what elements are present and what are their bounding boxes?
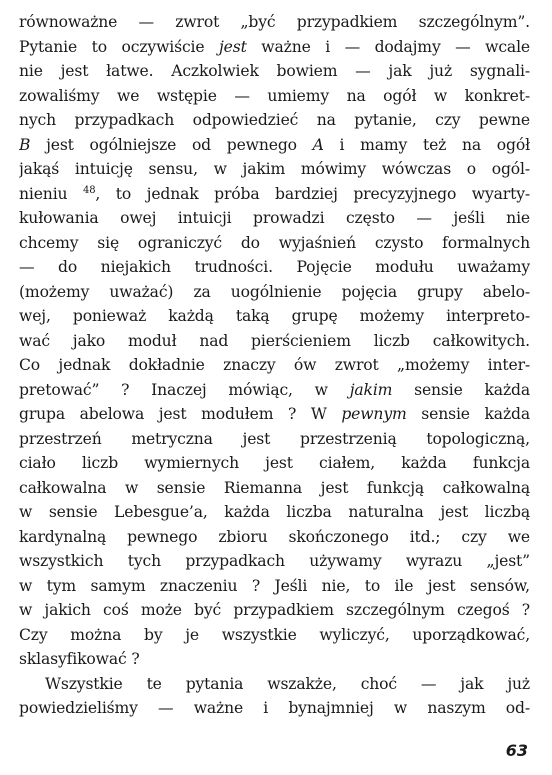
text-line: [19, 476, 530, 501]
text-line: [19, 378, 530, 403]
text-segment: A: [312, 135, 324, 154]
text-line: [19, 525, 530, 550]
text-line: [19, 353, 530, 378]
text-segment: Co jednak dokładnie znaczy ów zwrot „możemy inter-: [19, 356, 530, 374]
text-line: [19, 598, 530, 623]
text-line: [19, 206, 530, 231]
page-number: 63: [505, 741, 528, 760]
text-segment: ciało liczb wymiernych jest ciałem, każda funkcja: [19, 454, 530, 472]
text-segment: Pytanie to oczywiście: [19, 37, 219, 56]
text-segment: sensie każda: [392, 380, 530, 399]
text-line: [19, 280, 530, 305]
text-line: [19, 304, 530, 329]
text-segment: całkowalna w sensie Riemanna jest funkcją całkowalną: [19, 478, 530, 497]
text-segment: B: [19, 135, 31, 154]
text-segment: sensie każda: [406, 405, 530, 423]
text-line: [19, 672, 530, 697]
text-line: [19, 231, 530, 256]
text-line: [19, 108, 530, 133]
text-segment: nych przypadkach odpowiedzieć na pytanie, czy pewne: [19, 111, 530, 129]
text-segment: (możemy uważać) za uogólnienie pojęcia grupy abelo-: [19, 282, 530, 301]
text-segment: jakim: [349, 380, 393, 399]
text-line: [19, 35, 530, 60]
text-line: [19, 133, 530, 158]
text-segment: Wszystkie te pytania wszakże, choć — jak już: [45, 674, 530, 693]
text-line: [19, 329, 530, 354]
text-line: [19, 157, 530, 182]
text-segment: zowaliśmy we wstępie — umiemy na ogół w konkret-: [19, 86, 530, 105]
text-segment: wać jako moduł nad pierścieniem liczb całkowitych.: [19, 331, 530, 350]
text-segment: pewnym: [341, 405, 407, 423]
text-line: [19, 549, 530, 574]
text-segment: nie jest łatwe. Aczkolwiek bowiem — jak już sygnali-: [19, 62, 530, 80]
text-segment: grupa abelowa jest modułem ? W: [19, 405, 342, 423]
text-segment: wej, ponieważ każdą taką grupę możemy interpreto-: [19, 307, 530, 325]
text-line: [19, 10, 530, 35]
text-segment: — do niejakich trudności. Pojęcie modułu uważamy: [19, 258, 530, 276]
text-segment: kułowania owej intuicji prowadzi często — jeśli nie: [19, 209, 530, 227]
text-segment: chcemy się ograniczyć do wyjaśnień czysto formalnych: [19, 233, 530, 252]
text-segment: jest ogólniejsze od pewnego: [30, 135, 313, 154]
text-segment: nieniu: [19, 184, 83, 203]
text-line: [19, 623, 530, 648]
text-segment: , to jednak próba bardziej precyzyjnego wyarty-: [95, 184, 530, 203]
text-segment: jakąś intuicję sensu, w jakim mówimy wówczas o ogól-: [19, 160, 530, 178]
text-segment: jest: [219, 37, 247, 56]
text-segment: przestrzeń metryczna jest przestrzenią topologiczną,: [19, 429, 530, 448]
text-segment: powiedzieliśmy — ważne i bynajmniej w naszym od-: [19, 699, 530, 717]
text-segment: wszystkich tych przypadkach używamy wyrazu „jest”: [19, 552, 530, 570]
text-line: [19, 402, 530, 427]
body-text: [19, 10, 530, 721]
text-segment: w tym samym znaczeniu ? Jeśli nie, to ile jest sensów,: [19, 576, 530, 595]
text-line: [19, 182, 530, 207]
text-line: [19, 696, 530, 721]
text-line: [19, 574, 530, 599]
text-segment: i mamy też na ogół: [323, 135, 530, 154]
text-segment: pretować” ? Inaczej mówiąc, w: [19, 380, 350, 399]
text-segment: w sensie Lebesgue’a, każda liczba naturalna jest liczbą: [19, 503, 530, 521]
text-line: [19, 59, 530, 84]
text-line: [19, 255, 530, 280]
text-segment: równoważne — zwrot „być przypadkiem szczególnym”.: [19, 13, 530, 31]
text-segment: Czy można by je wszystkie wyliczyć, uporządkować,: [19, 625, 530, 644]
footnote-ref: 48: [82, 184, 96, 196]
text-segment: sklasyfikować ?: [19, 650, 140, 668]
text-segment: kardynalną pewnego zbioru skończonego itd.; czy we: [19, 527, 530, 546]
text-segment: w jakich coś może być przypadkiem szczególnym czegoś ?: [19, 601, 530, 619]
text-segment: ważne i — dodajmy — wcale: [246, 37, 530, 56]
text-line: [19, 647, 530, 672]
text-line: [19, 84, 530, 109]
text-line: [19, 451, 530, 476]
text-line: [19, 500, 530, 525]
text-line: [19, 427, 530, 452]
